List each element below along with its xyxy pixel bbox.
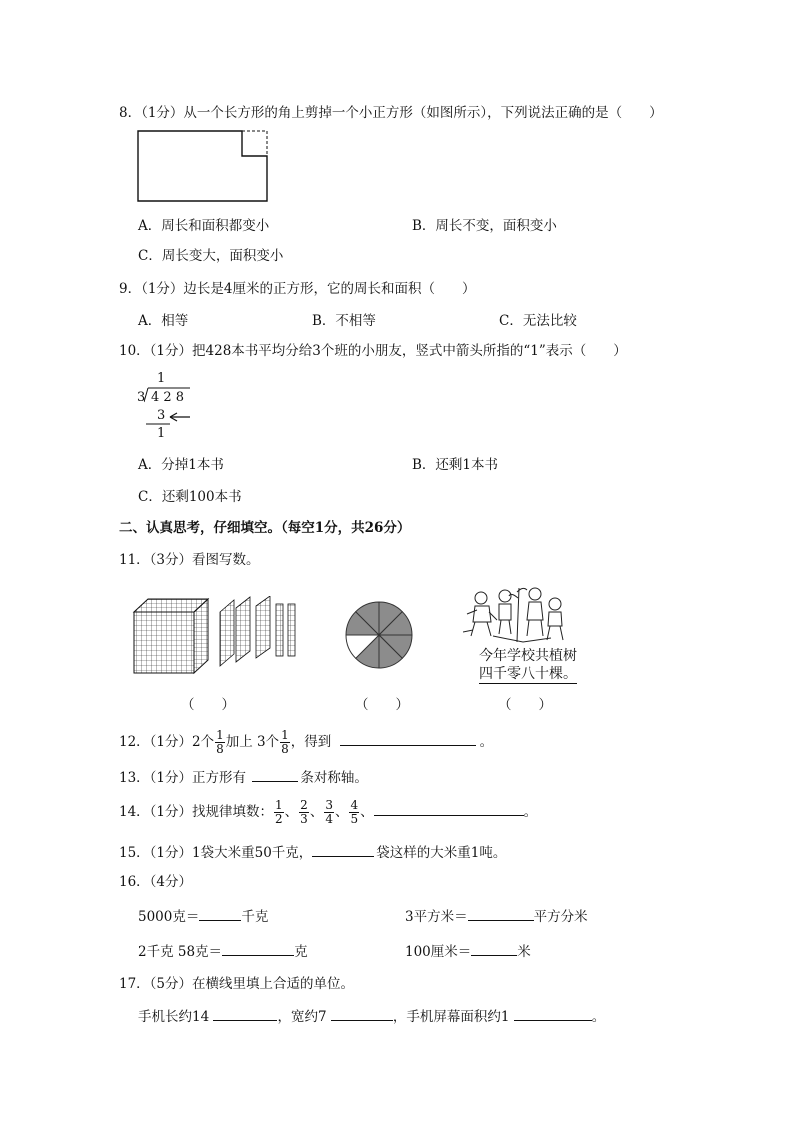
q10-option-a[interactable]: A．分掉1本书 bbox=[138, 457, 224, 473]
q8-rectangle-figure bbox=[136, 129, 272, 204]
q15-answer-blank[interactable] bbox=[312, 842, 374, 857]
division-remainder: 1 bbox=[157, 426, 166, 441]
q13-line: 13．（1分）正方形有 条对称轴。 bbox=[119, 767, 368, 788]
pie-circle-figure bbox=[343, 599, 415, 671]
division-subtrahend: 3 bbox=[157, 408, 166, 423]
q12-answer-blank[interactable] bbox=[340, 731, 476, 746]
q16-blank-4[interactable] bbox=[471, 941, 517, 956]
q11-answer-2[interactable]: （ ） bbox=[355, 697, 409, 713]
q17-blank-length[interactable] bbox=[213, 1006, 277, 1021]
q16-blank-3[interactable] bbox=[222, 941, 294, 956]
q8-stem: 8．（1分）从一个长方形的角上剪掉一个小正方形（如图所示），下列说法正确的是（ ） bbox=[119, 105, 663, 121]
q8-option-b[interactable]: B．周长不变，面积变小 bbox=[412, 218, 557, 234]
q10-stem: 10．（1分）把428本书平均分给3个班的小朋友，竖式中箭头所指的“1”表示（ ） bbox=[119, 343, 627, 359]
q15-line: 15．（1分）1袋大米重50千克， 袋这样的大米重1吨。 bbox=[119, 842, 506, 863]
q12-mid: 加上 3个 bbox=[225, 734, 280, 750]
q11-answer-1[interactable]: （ ） bbox=[181, 697, 235, 713]
tree-planting-sign bbox=[479, 647, 577, 684]
q11-stem: 11．（3分）看图写数。 bbox=[119, 552, 260, 568]
arrow-left-icon bbox=[168, 410, 192, 424]
q8-option-c[interactable]: C．周长变大，面积变小 bbox=[138, 248, 284, 264]
division-divisor: 3 bbox=[137, 390, 146, 405]
q16-stem: 16．（4分） bbox=[119, 874, 193, 890]
sign-line-1: 今年学校共植树 bbox=[479, 648, 577, 664]
q12-line: 12．（1分）2个 $\frac{1}{8}$ 加上 3个 $\frac{1}{8}$ ，得到 。 bbox=[119, 728, 494, 756]
q9-stem: 9．（1分）边长是4厘米的正方形，它的周长和面积（ ） bbox=[119, 281, 476, 297]
fraction-one-eighth: $\frac{1}{8}$ bbox=[281, 728, 289, 756]
thousand-cube bbox=[132, 596, 210, 676]
q12-pre: 12．（1分）2个 bbox=[119, 734, 215, 750]
q16-blank-2[interactable] bbox=[468, 906, 534, 921]
division-quotient: 1 bbox=[157, 371, 166, 386]
q12-post: ，得到 bbox=[290, 734, 332, 750]
q9-option-c[interactable]: C．无法比较 bbox=[499, 313, 577, 329]
fraction: $\frac{1}{2}$ bbox=[275, 798, 283, 826]
q16-row1-right: 3平方米＝ 平方分米 bbox=[405, 906, 588, 927]
q11-answer-3[interactable]: （ ） bbox=[498, 697, 552, 713]
q10-option-c[interactable]: C．还剩100本书 bbox=[138, 489, 242, 505]
q17-stem: 17．（5分）在横线里填上合适的单位。 bbox=[119, 976, 355, 992]
section-heading: 二、认真思考，仔细填空。（每空1分，共26分） bbox=[119, 520, 411, 536]
children-planting-trees-illustration bbox=[463, 584, 567, 644]
q8-option-a[interactable]: A．周长和面积都变小 bbox=[138, 218, 270, 234]
hundred-flats bbox=[216, 596, 300, 668]
fraction-one-eighth: $\frac{1}{8}$ bbox=[216, 728, 224, 756]
q14-answer-blank[interactable] bbox=[374, 801, 524, 816]
q10-option-b[interactable]: B．还剩1本书 bbox=[412, 457, 499, 473]
fraction: $\frac{2}{3}$ bbox=[300, 798, 308, 826]
q16-row1-left: 5000克＝ 千克 bbox=[138, 906, 268, 927]
q9-option-a[interactable]: A．相等 bbox=[138, 313, 189, 329]
q14-line: 14．（1分）找规律填数： $\frac{1}{2}$ 、 $\frac{2}{3}$ 、 $\frac{3}{4}$ 、 $\frac{4}{5}$ 、 。 bbox=[119, 798, 538, 826]
fraction: $\frac{4}{5}$ bbox=[350, 798, 359, 826]
q9-option-b[interactable]: B．不相等 bbox=[312, 313, 376, 329]
sign-line-2: 四千零八十棵。 bbox=[479, 666, 577, 682]
fraction: $\frac{3}{4}$ bbox=[325, 798, 333, 826]
q17-blank-area[interactable] bbox=[514, 1006, 592, 1021]
division-dividend: 4 2 8 bbox=[151, 390, 185, 405]
q16-row2-right: 100厘米＝ 米 bbox=[405, 941, 531, 962]
q17-line: 手机长约14 ，宽约7 ，手机屏幕面积约1 。 bbox=[138, 1006, 605, 1027]
q16-blank-1[interactable] bbox=[199, 906, 241, 921]
q17-blank-width[interactable] bbox=[331, 1006, 393, 1021]
q13-answer-blank[interactable] bbox=[252, 767, 298, 782]
q16-row2-left: 2千克 58克＝ 克 bbox=[138, 941, 308, 962]
